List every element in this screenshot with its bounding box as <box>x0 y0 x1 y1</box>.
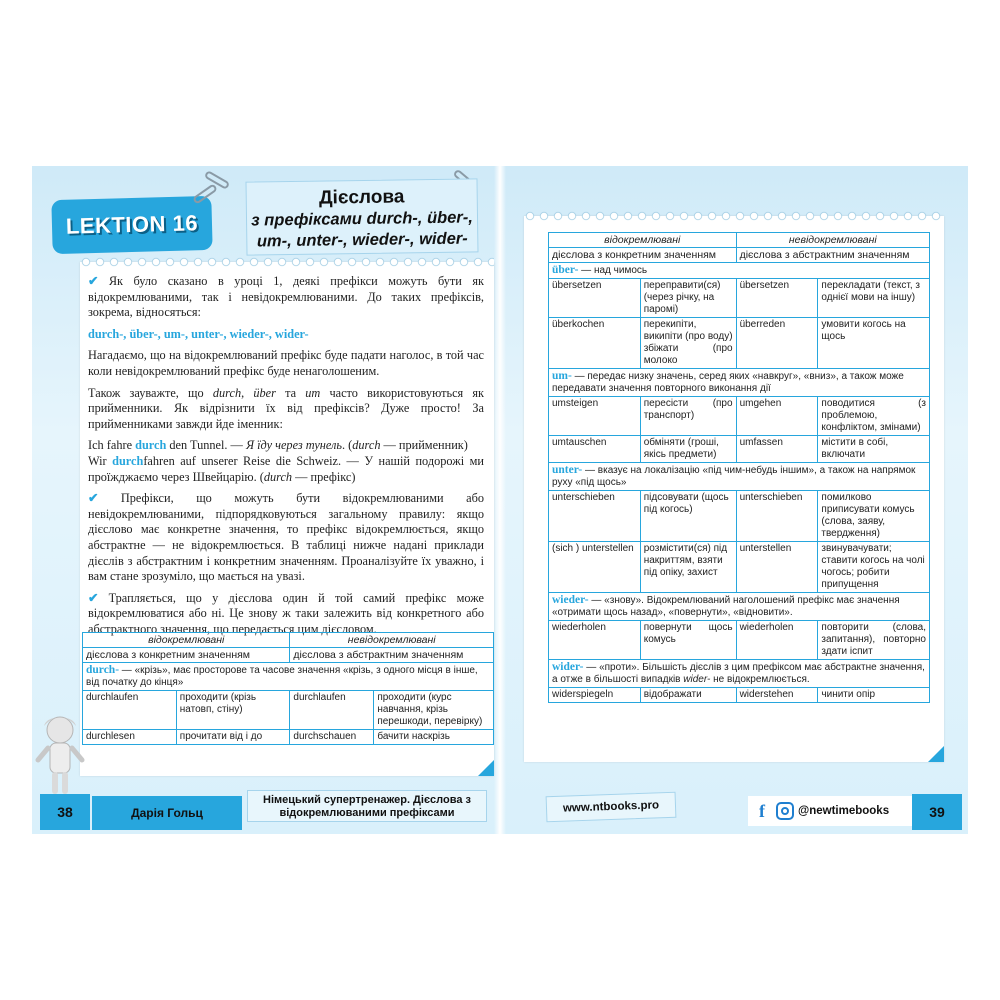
page-number-left: 38 <box>40 794 90 830</box>
left-verb-table <box>82 632 494 745</box>
subheader-abstract: дієслова з абстрактним значенням <box>736 248 929 263</box>
gutter <box>494 166 506 834</box>
social-handle[interactable]: @newtimebooks <box>798 805 890 817</box>
table-row: übersetzen переправити(ся) (через річку, на паромі) übersetzen перекладати (текст, з однієї мови на іншу) <box>549 279 930 318</box>
website-link[interactable]: www.ntbooks.pro <box>546 792 677 823</box>
subheader-concrete: дієслова з конкретним значенням <box>83 648 290 663</box>
paragraph-rule: ✔ Префікси, що можуть бути відокремлюваними або невідокремлюваними, підпорядковуються загальному правилу: якщо дієслово має конкретне значення, то префікс відокремлюється, якщо абстрактне — не відокремлюється. В таблиці нижче надані приклади дієслів з абстрактним і конкретним значенням. Проаналізуйте їх уважно, і вам стане зрозуміло, що мається на увазі. <box>88 491 484 584</box>
title-line-3: um-, unter-, wieder-, wider- <box>256 229 468 251</box>
doll-figure <box>34 714 86 798</box>
example-1: Ich fahre durch den Tunnel. — Я їду через тунель. (durch — прийменник) <box>88 438 468 453</box>
left-body-text <box>88 274 484 643</box>
section-unter: unter- — вказує на локалізацію «під чим-небудь іншим», а також на напрямок руху «під щось» <box>549 463 930 491</box>
table-row: wiederholen повернути щось комусь wiederholen повторити (слова, запитання), повторно здати іспит <box>549 621 930 660</box>
subheader-concrete: дієслова з конкретним значенням <box>549 248 737 263</box>
example-2: Wir durchfahren auf unserer Reise die Schweiz. — У нашій подорожі ми проїжджаємо через Швейцарію. (durch — префікс) <box>88 453 484 484</box>
table-row: durchlaufen проходити (крізь натовп, стіну) durchlaufen проходити (курс навчання, крізь перешкоди, перевірку) <box>83 691 494 730</box>
section-wider: wider- — «проти». Більшість дієслів з цим префіксом має абстрактне значення, а отже в більшості випадків wider- не відокремлюється. <box>549 660 930 688</box>
title-line-2: з префіксами durch-, über-, <box>251 208 473 230</box>
author-name: Дарія Гольц <box>92 796 242 830</box>
lektion-badge: LEKTION 16 <box>51 196 212 254</box>
header-separable: відокремлювані <box>549 233 737 248</box>
section-uber: über- — над чимось <box>549 263 930 279</box>
table-row: überkochen перекипіти, википіти (про воду) збіжати (про молоко überreden умовити когось на щось <box>549 318 930 369</box>
paragraph-same-prefix: ✔ Трапляється, що у дієслова один й той самий префікс може відокремлюватися або ні. Це знову ж таки залежить від конкретного або абстрактного значення, що передається цим дієсловом. <box>88 590 484 636</box>
page-corner <box>478 760 494 776</box>
header-separable: відокремлювані <box>83 633 290 648</box>
book-spread <box>32 166 968 834</box>
table-row: umsteigen пересісти (про транспорт) umgehen поводитися (з проблемою, конфліктом, змінами) <box>549 397 930 436</box>
page-corner <box>928 746 944 762</box>
section-durch: durch- — «крізь», має просторове та часове значення «крізь, з одного місця в інше, від початку до кінця» <box>83 663 494 691</box>
checkmark-icon: ✔ <box>88 491 121 506</box>
section-wieder: wieder- — «знову». Відокремлюваний наголошений префікс має значення «отримати щось назад», «повернути», «відновити». <box>549 593 930 621</box>
book-title: Німецький супертренажер. Дієслова з відокремлюваними префіксами <box>247 790 487 822</box>
table-row: umtauschen обміняти (гроші, якісь предмети) umfassen містити в собі, включати <box>549 436 930 463</box>
paragraph-stress: Нагадаємо, що на відокремлюваний префікс буде падати наголос, в той час коли невідокремлюваний префікс буде ненаголошеним. <box>88 348 484 378</box>
checkmark-icon: ✔ <box>88 590 109 605</box>
checkmark-icon: ✔ <box>88 274 109 288</box>
subheader-abstract: дієслова з абстрактним значенням <box>290 648 494 663</box>
prefix-list: durch-, über-, um-, unter-, wieder-, wider- <box>88 326 309 341</box>
table-row: (sich ) unterstellen розмістити(ся) під накриттям, взяти під опіку, захист unterstellen звинувачувати; ставити когось на чолі чогось; робити припущення <box>549 542 930 593</box>
table-row: durchlesen прочитати від і до durchschauen бачити наскрізь <box>83 730 494 745</box>
table-row: widerspiegeln відображати widerstehen чинити опір <box>549 688 930 703</box>
right-verb-table <box>548 232 930 703</box>
paragraph-intro: ✔ Як було сказано в уроці 1, деякі префікси можуть бути як відокремлюваними, так і невідокремлюваними. До таких префіксів, зокрема, відносяться: <box>88 274 484 320</box>
paragraph-prepositions: Також зауважте, що durch, über та um часто використовуються як прийменники. Як відрізнити їх від префіксів? Дуже просто! За прийменниками завжди йде іменник: <box>88 385 484 431</box>
title-line-1: Дієслова <box>318 186 405 209</box>
page-number-right: 39 <box>912 794 962 830</box>
header-inseparable: невідокремлювані <box>290 633 494 648</box>
instagram-icon[interactable] <box>776 802 794 820</box>
facebook-icon[interactable]: f <box>759 801 765 821</box>
section-um: um- — передає низку значень, серед яких «навкруг», «вниз», а також може передавати значення повторного виконання дії <box>549 369 930 397</box>
lesson-title <box>245 178 478 255</box>
social-links <box>748 796 934 826</box>
table-row: unterschieben підсовувати (щось під когось) unterschieben помилково приписувати комусь (слова, заяву, твердження) <box>549 491 930 542</box>
header-inseparable: невідокремлювані <box>736 233 929 248</box>
